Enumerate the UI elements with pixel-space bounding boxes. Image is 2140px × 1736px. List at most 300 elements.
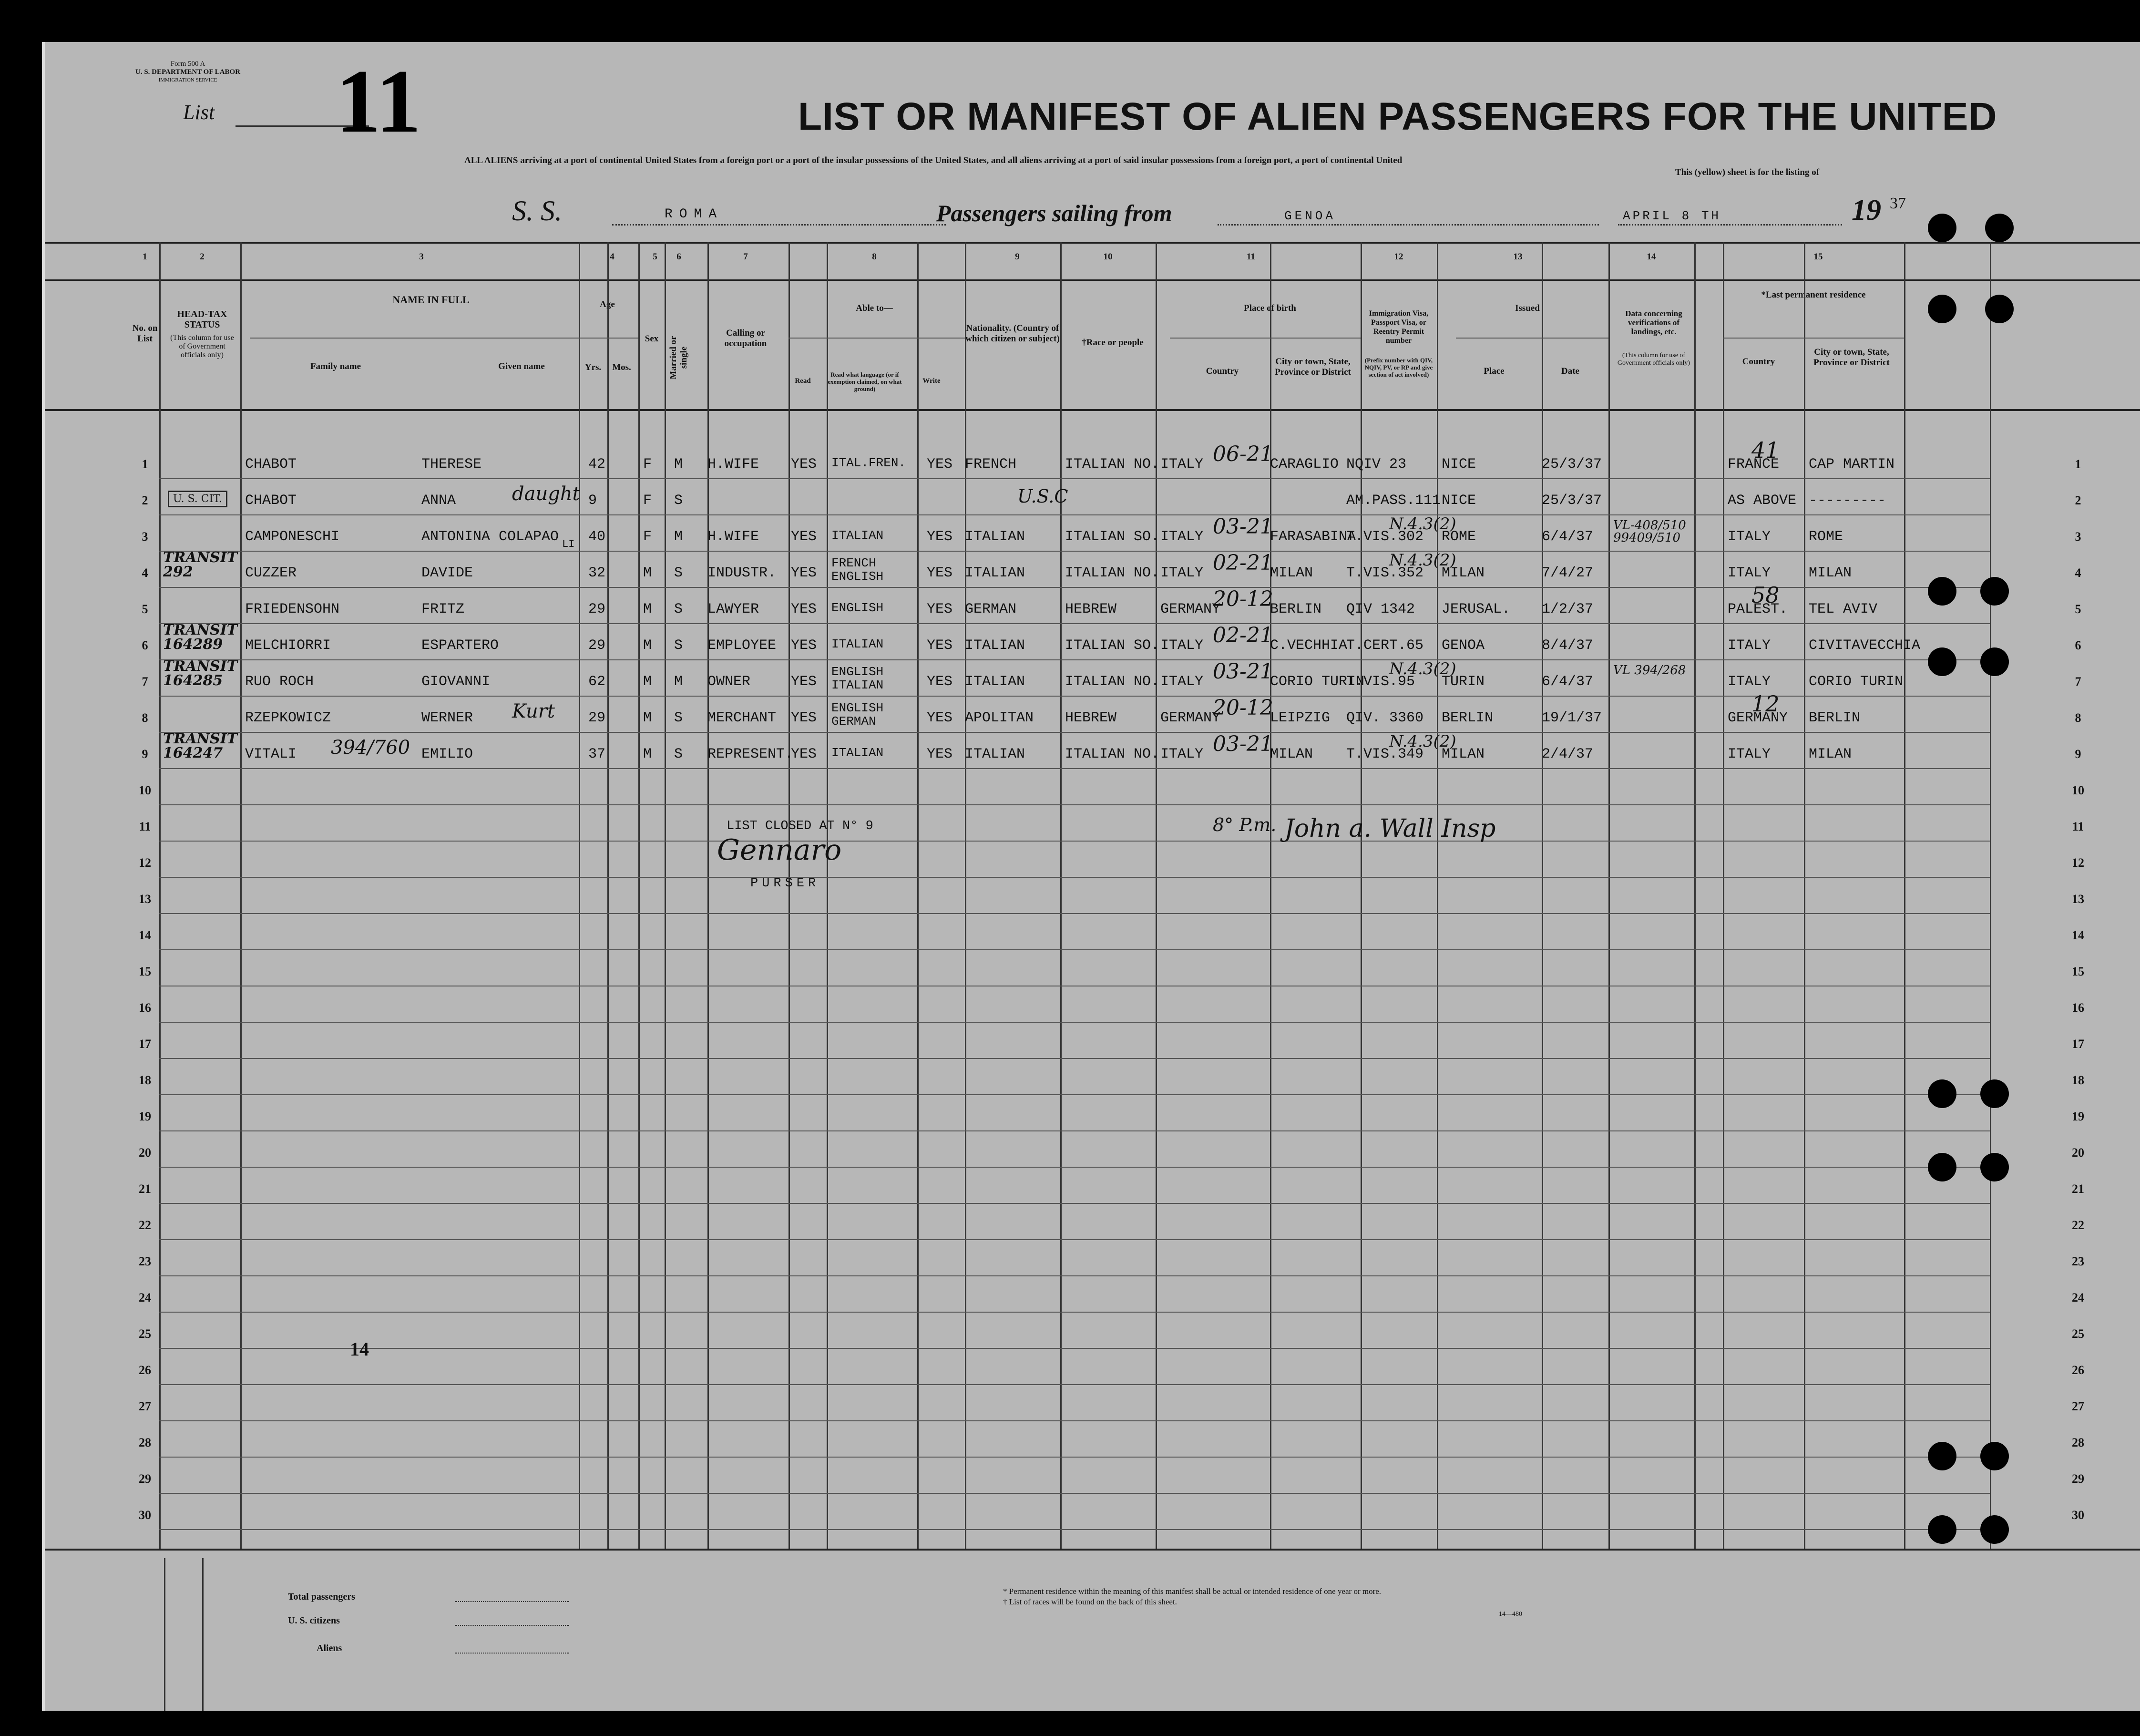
col-num-12: 12 [1394, 252, 1403, 262]
row-number-right: 23 [2072, 1254, 2084, 1268]
row-rule [159, 1022, 1990, 1023]
sailing-date: APRIL 8 TH [1623, 209, 1721, 223]
column-rule [1437, 242, 1438, 1549]
col-num-4: 4 [610, 252, 614, 262]
family-name-cell: CUZZER [245, 565, 297, 581]
race-cell: ITALIAN NO. [1065, 674, 1160, 690]
row-number: 18 [139, 1073, 151, 1087]
service: IMMIGRATION SERVICE [158, 77, 217, 83]
occupation-cell: EMPLOYEE [707, 637, 777, 654]
column-rule [579, 242, 580, 1549]
footer-us-citizens: U. S. citizens [288, 1615, 340, 1626]
residence-city-cell: MILAN [1809, 746, 1852, 762]
row-number-right: 11 [2072, 820, 2084, 833]
row-rule [159, 1457, 1990, 1458]
issued-place-cell: NICE [1442, 493, 1476, 509]
issued-date-cell: 1/2/37 [1542, 601, 1594, 617]
birth-city-cell: MILAN [1270, 565, 1313, 581]
hdr-write: Write [922, 377, 941, 385]
family-name-cell: RZEPKOWICZ [245, 710, 331, 726]
row-number: 14 [139, 928, 151, 942]
marital-cell: S [674, 637, 683, 654]
row-number-right: 30 [2072, 1508, 2084, 1522]
visa-cell: T.CERT.65 [1346, 637, 1424, 654]
row-number-right: 17 [2072, 1037, 2084, 1051]
visa-cell: AM.PASS.111 [1346, 493, 1441, 509]
issued-date-cell: 19/1/37 [1542, 710, 1602, 726]
hdr-res-country: Country [1742, 357, 1775, 367]
read-cell: YES [791, 456, 817, 473]
column-rule [607, 242, 609, 1549]
row-number-right: 25 [2072, 1327, 2084, 1341]
column-rule [638, 242, 640, 1549]
row-rule [159, 1094, 1990, 1095]
hdr-sex: Sex [645, 334, 659, 344]
table-top-rule [45, 242, 2140, 244]
birth-code-annotation: 03-21 [1213, 732, 1273, 756]
row-rule [159, 804, 1990, 805]
hdr-issued: Issued [1515, 303, 1540, 313]
row-number: 30 [139, 1508, 151, 1522]
row-number-right: 16 [2072, 1001, 2084, 1015]
read-language-cell: ENGLISH GERMAN [831, 701, 884, 729]
row-number: 29 [139, 1472, 151, 1486]
issued-place-cell: NICE [1442, 456, 1476, 473]
row-number: 23 [139, 1254, 151, 1268]
row-number: 12 [139, 856, 151, 870]
occupation-cell: LAWYER [707, 601, 759, 617]
read-language-cell: ITAL.FREN. [831, 456, 906, 470]
sex-cell: M [643, 746, 652, 762]
hdr-yrs: Yrs. [584, 362, 602, 372]
head-tax-cell: U. S. CIT. [168, 491, 227, 507]
punch-hole [1985, 295, 2014, 323]
age-cell: 37 [588, 746, 606, 762]
head-tax-cell: TRANSIT 164289 [163, 622, 237, 653]
punch-hole [1928, 1079, 1956, 1108]
head-tax-cell: TRANSIT 164285 [163, 658, 237, 689]
header-subrule [1456, 338, 1608, 339]
residence-city-cell: CORIO TURIN [1809, 674, 1904, 690]
row-number: 1 [142, 457, 148, 471]
row-number: 17 [139, 1037, 151, 1051]
row-number: 8 [142, 711, 148, 725]
read-cell: YES [791, 637, 817, 654]
marital-cell: S [674, 746, 683, 762]
column-rule [1990, 242, 1991, 1549]
punch-hole [1928, 295, 1956, 323]
department: U. S. DEPARTMENT OF LABOR [135, 68, 241, 76]
row-number: 20 [139, 1146, 151, 1160]
column-rule [788, 242, 790, 1549]
handwritten-note: daught [512, 483, 580, 505]
header-subrule [1723, 338, 1904, 339]
write-cell: YES [927, 637, 953, 654]
residence-city-cell: TEL AVIV [1809, 601, 1878, 617]
punch-hole [1980, 1442, 2009, 1470]
instruction-1: ALL ALIENS arriving at a port of continental United States from a foreign port or a port of the insular possessions of the United States, and all aliens arriving at a port of said insular possessions from a foreign port, a port of continental United [464, 155, 1403, 165]
visa-cell: QIV 1342 [1346, 601, 1415, 617]
sex-cell: M [643, 710, 652, 726]
row-number-right: 27 [2072, 1399, 2084, 1413]
residence-city-cell: --------- [1809, 493, 1886, 509]
header-subrule [579, 338, 638, 339]
family-name-cell: FRIEDENSOHN [245, 601, 340, 617]
row-number: 7 [142, 675, 148, 688]
row-number-right: 4 [2075, 566, 2081, 580]
row-number: 24 [139, 1291, 151, 1305]
hdr-visa-note: (Prefix number with QIV, NQIV, PV, or RP and give section of act involved) [1364, 357, 1433, 378]
read-cell: YES [791, 565, 817, 581]
col-num-2: 2 [200, 252, 205, 262]
row-number-right: 22 [2072, 1218, 2084, 1232]
row-number-right: 18 [2072, 1073, 2084, 1087]
print-code: 14—480 [1499, 1611, 1522, 1618]
nationality-cell: GERMAN [965, 601, 1017, 617]
row-number: 22 [139, 1218, 151, 1232]
column-rule [1060, 242, 1062, 1549]
form-id [135, 60, 240, 84]
punch-hole [1980, 577, 2009, 606]
nationality-cell: FRENCH [965, 456, 1017, 473]
issued-place-cell: BERLIN [1442, 710, 1494, 726]
birth-country-cell: ITALY [1160, 637, 1204, 654]
row-number: 6 [142, 638, 148, 652]
row-number: 26 [139, 1363, 151, 1377]
occupation-cell: H.WIFE [707, 529, 759, 545]
write-cell: YES [927, 529, 953, 545]
visa-cell: T.VIS.349 [1346, 746, 1424, 762]
given-name-cell: GIOVANNI [421, 674, 491, 690]
column-rule [665, 242, 666, 1549]
residence-country-cell: PALEST. [1728, 601, 1788, 617]
column-rule [1904, 242, 1905, 1549]
header-subrule [788, 338, 965, 339]
marital-cell: M [674, 529, 683, 545]
residence-country-cell: ITALY [1728, 674, 1771, 690]
row-number-right: 29 [2072, 1472, 2084, 1486]
age-cell: 29 [588, 637, 606, 654]
family-name-cell: MELCHIORRI [245, 637, 331, 654]
row-number-right: 9 [2075, 747, 2081, 761]
nationality-annotation: U.S.C [1017, 486, 1068, 507]
residence-country-cell: AS ABOVE [1728, 493, 1797, 509]
hdr-nationality: Nationality. (Country of which citizen or subject) [965, 323, 1060, 344]
visa-cell: T.VIS.352 [1346, 565, 1424, 581]
row-number: 10 [139, 783, 151, 797]
hdr-read-language: Read what language (or if exemption claimed, on what ground) [828, 371, 902, 392]
column-rule [1694, 242, 1696, 1549]
col-num-10: 10 [1103, 252, 1113, 262]
issued-place-cell: JERUSAL. [1442, 601, 1511, 617]
write-cell: YES [927, 456, 953, 473]
hdr-married: Married or single [668, 336, 689, 380]
residence-city-cell: CAP MARTIN [1809, 456, 1895, 473]
marital-cell: S [674, 710, 683, 726]
row-rule [159, 877, 1990, 878]
column-number-rule [45, 279, 2140, 281]
birth-country-cell: ITALY [1160, 529, 1204, 545]
read-language-cell: FRENCH ENGLISH [831, 556, 884, 584]
read-cell: YES [791, 710, 817, 726]
row-rule [159, 949, 1990, 950]
residence-city-cell: CIVITAVECCHIA [1809, 637, 1921, 654]
row-rule [159, 1348, 1990, 1349]
write-cell: YES [927, 565, 953, 581]
row-number: 11 [139, 820, 151, 833]
family-name-cell: CAMPONESCHI [245, 529, 340, 545]
column-rule [1608, 242, 1610, 1549]
punch-hole [1980, 1515, 2009, 1544]
sex-cell: M [643, 674, 652, 690]
row-rule [159, 732, 1990, 733]
birth-city-cell: LEIPZIG [1270, 710, 1331, 726]
family-name-cell: CHABOT [245, 456, 297, 473]
issued-place-cell: TURIN [1442, 674, 1485, 690]
footer-total-passengers: Total passengers [288, 1592, 355, 1602]
residence-country-cell: ITALY [1728, 746, 1771, 762]
issued-date-cell: 2/4/37 [1542, 746, 1594, 762]
row-number-right: 28 [2072, 1436, 2084, 1449]
visa-annotation: N.4.3(2) [1389, 659, 1456, 678]
year-suffix: 37 [1890, 195, 1906, 212]
birth-country-cell: GERMANY [1160, 601, 1221, 617]
col-num-5: 5 [653, 252, 657, 262]
race-cell: ITALIAN NO. [1065, 565, 1160, 581]
row-rule [159, 514, 1990, 515]
issued-date-cell: 25/3/37 [1542, 456, 1602, 473]
row-rule [159, 1384, 1990, 1385]
birth-country-cell: ITALY [1160, 456, 1204, 473]
row-rule [159, 1420, 1990, 1421]
row-number: 27 [139, 1399, 151, 1413]
head-tax-cell: TRANSIT 164247 [163, 730, 237, 761]
col-num-15: 15 [1813, 252, 1823, 262]
column-rule [1156, 242, 1157, 1549]
row-number-right: 7 [2075, 675, 2081, 688]
age-cell: 40 [588, 529, 606, 545]
birth-code-annotation: 03-21 [1213, 659, 1273, 684]
occupation-cell: INDUSTR. [707, 565, 777, 581]
row-number: 3 [142, 530, 148, 544]
col-num-6: 6 [676, 252, 681, 262]
column-rule [159, 242, 161, 1549]
family-name-cell: RUO ROCH [245, 674, 314, 690]
issued-place-cell: GENOA [1442, 637, 1485, 654]
read-language-cell: ITALIAN [831, 528, 884, 543]
read-cell: YES [791, 674, 817, 690]
row-rule [159, 623, 1990, 624]
row-number-right: 8 [2075, 711, 2081, 725]
read-cell: YES [791, 529, 817, 545]
write-cell: YES [927, 746, 953, 762]
row-number-right: 12 [2072, 856, 2084, 870]
hdr-race: †Race or people [1082, 338, 1144, 348]
row-rule [159, 1275, 1990, 1276]
row-number: 21 [139, 1182, 151, 1196]
birth-code-annotation: 03-21 [1213, 514, 1273, 539]
nationality-cell: ITALIAN [965, 637, 1025, 654]
col-num-9: 9 [1015, 252, 1020, 262]
row-rule [159, 1203, 1990, 1204]
manifest-sheet [42, 42, 2140, 1711]
head-tax-cell: TRANSIT 292 [163, 549, 237, 580]
form-number: Form 500 A [170, 60, 205, 68]
read-cell: YES [791, 746, 817, 762]
row-rule [159, 1529, 1990, 1530]
sex-cell: M [643, 637, 652, 654]
sailing-label: Passengers sailing from [936, 200, 1172, 226]
hdr-res-city: City or town, State, Province or District [1813, 347, 1890, 368]
nationality-cell: ITALIAN [965, 746, 1025, 762]
column-rule [1804, 242, 1805, 1549]
row-number: 2 [142, 493, 148, 507]
hdr-read: Read [795, 377, 811, 385]
issued-place-cell: MILAN [1442, 565, 1485, 581]
given-name-cell: FRITZ [421, 601, 465, 617]
row-number-right: 10 [2072, 783, 2084, 797]
age-cell: 29 [588, 601, 606, 617]
age-cell: 42 [588, 456, 606, 473]
birth-city-cell: BERLIN [1270, 601, 1322, 617]
column-rule [1542, 242, 1543, 1549]
hdr-verification: Data concerning verifications of landings, etc. [1625, 309, 1682, 336]
footnote-residence: * Permanent residence within the meaning of this manifest shall be actual or intended residence of one year or more. [1003, 1587, 1382, 1596]
hdr-calling: Calling or occupation [724, 328, 767, 349]
inspector-time: 8° P.m. [1213, 814, 1277, 835]
issued-date-cell: 8/4/37 [1542, 637, 1594, 654]
visa-annotation: N.4.3(2) [1389, 514, 1456, 534]
column-rule [240, 242, 242, 1549]
visa-cell: QIV. 3360 [1346, 710, 1424, 726]
list-closed: LIST CLOSED AT N° 9 [727, 819, 873, 833]
write-cell: YES [927, 601, 953, 617]
birth-code-annotation: 02-21 [1213, 623, 1273, 647]
punch-hole [1980, 1153, 2009, 1181]
punch-hole [1928, 1442, 1956, 1470]
header-subrule [1170, 338, 1361, 339]
age-cell: 62 [588, 674, 606, 690]
col-num-8: 8 [872, 252, 877, 262]
sex-cell: F [643, 493, 652, 509]
row-rule [159, 478, 1990, 479]
punch-hole [1928, 647, 1956, 676]
hdr-issued-place: Place [1484, 366, 1505, 376]
residence-country-cell: FRANCE [1728, 456, 1780, 473]
residence-city-cell: ROME [1809, 529, 1843, 545]
row-number: 9 [142, 747, 148, 761]
birth-country-cell: ITALY [1160, 565, 1204, 581]
hdr-head-tax: HEAD-TAX STATUS [177, 309, 227, 330]
list-number: 11 [336, 51, 421, 152]
row-number: 19 [139, 1109, 151, 1123]
race-cell: HEBREW [1065, 601, 1117, 617]
row-number-right: 14 [2072, 928, 2084, 942]
column-rule [1361, 242, 1362, 1549]
row-rule [159, 587, 1990, 588]
given-name-cell: DAVIDE [421, 565, 473, 581]
residence-annotation: 58 [1751, 582, 1780, 608]
row-number-right: 5 [2075, 602, 2081, 616]
row-rule [159, 841, 1990, 842]
given-name-cell: THERESE [421, 456, 482, 473]
age-cell: 29 [588, 710, 606, 726]
sex-cell: M [643, 601, 652, 617]
age-cell: 9 [588, 493, 597, 509]
issued-place-cell: ROME [1442, 529, 1476, 545]
row-rule [159, 1167, 1990, 1168]
header-subrule [250, 338, 579, 339]
hdr-head-tax-note: (This column for use of Government officials only) [170, 334, 234, 359]
family-name-cell: VITALI [245, 746, 297, 762]
race-cell: ITALIAN SO. [1065, 529, 1160, 545]
issued-date-cell: 6/4/37 [1542, 674, 1594, 690]
row-rule [159, 1312, 1990, 1313]
col-num-13: 13 [1513, 252, 1523, 262]
given-name-continued: LI [562, 538, 575, 550]
row-number-right: 1 [2075, 457, 2081, 471]
nationality-cell: ITALIAN [965, 529, 1025, 545]
issued-date-cell: 6/4/37 [1542, 529, 1594, 545]
occupation-cell: OWNER [707, 674, 751, 690]
visa-cell: NQIV 23 [1346, 456, 1407, 473]
hdr-mos: Mos. [612, 362, 631, 372]
verification-note: VL-408/510 99409/510 [1613, 518, 1686, 545]
hdr-name-in-full: NAME IN FULL [392, 294, 470, 306]
hdr-issued-date: Date [1561, 366, 1579, 376]
row-rule [159, 1239, 1990, 1240]
column-rule [827, 242, 828, 1549]
row-number-right: 21 [2072, 1182, 2084, 1196]
visa-cell: T.VIS.302 [1346, 529, 1424, 545]
punch-hole [1980, 1079, 2009, 1108]
nationality-cell: ITALIAN [965, 674, 1025, 690]
punch-hole [1985, 214, 2014, 242]
citizens-line [455, 1625, 569, 1626]
given-name-cell: WERNER [421, 710, 473, 726]
hdr-place-of-birth: Place of birth [1244, 303, 1296, 313]
column-rule [1723, 242, 1724, 1549]
given-name-cell: ANTONINA COLAPAO [421, 529, 559, 545]
inspector-signature: John a. Wall Insp [1284, 814, 1496, 843]
hdr-able-to: Able to— [856, 303, 893, 313]
total-line [455, 1601, 569, 1602]
row-rule [159, 659, 1990, 660]
birth-city-cell: CORIO TURIN [1270, 674, 1365, 690]
sex-cell: F [643, 456, 652, 473]
hdr-visa: Immigration Visa, Passport Visa, or Reentry Permit number [1369, 309, 1429, 345]
read-language-cell: ITALIAN [831, 637, 884, 651]
purser-label: PURSER [750, 876, 820, 891]
row-rule [159, 696, 1990, 697]
residence-country-cell: ITALY [1728, 529, 1771, 545]
family-name-cell: CHABOT [245, 493, 297, 509]
hdr-pob-city: City or town, State, Province or District [1275, 357, 1351, 377]
punch-hole [1928, 214, 1956, 242]
column-rule [1270, 242, 1271, 1549]
sailing-port: GENOA [1284, 209, 1336, 223]
marital-cell: S [674, 493, 683, 509]
birth-city-cell: CARAGLIO [1270, 456, 1339, 473]
birth-code-annotation: 02-21 [1213, 551, 1273, 575]
punch-hole [1928, 1515, 1956, 1544]
punch-hole [1980, 647, 2009, 676]
hdr-pob-country: Country [1206, 366, 1239, 376]
ship-name: ROMA [665, 207, 724, 222]
purser-signature: Gennaro [717, 833, 842, 867]
residence-country-cell: GERMANY [1728, 710, 1788, 726]
ship-line [612, 224, 946, 226]
